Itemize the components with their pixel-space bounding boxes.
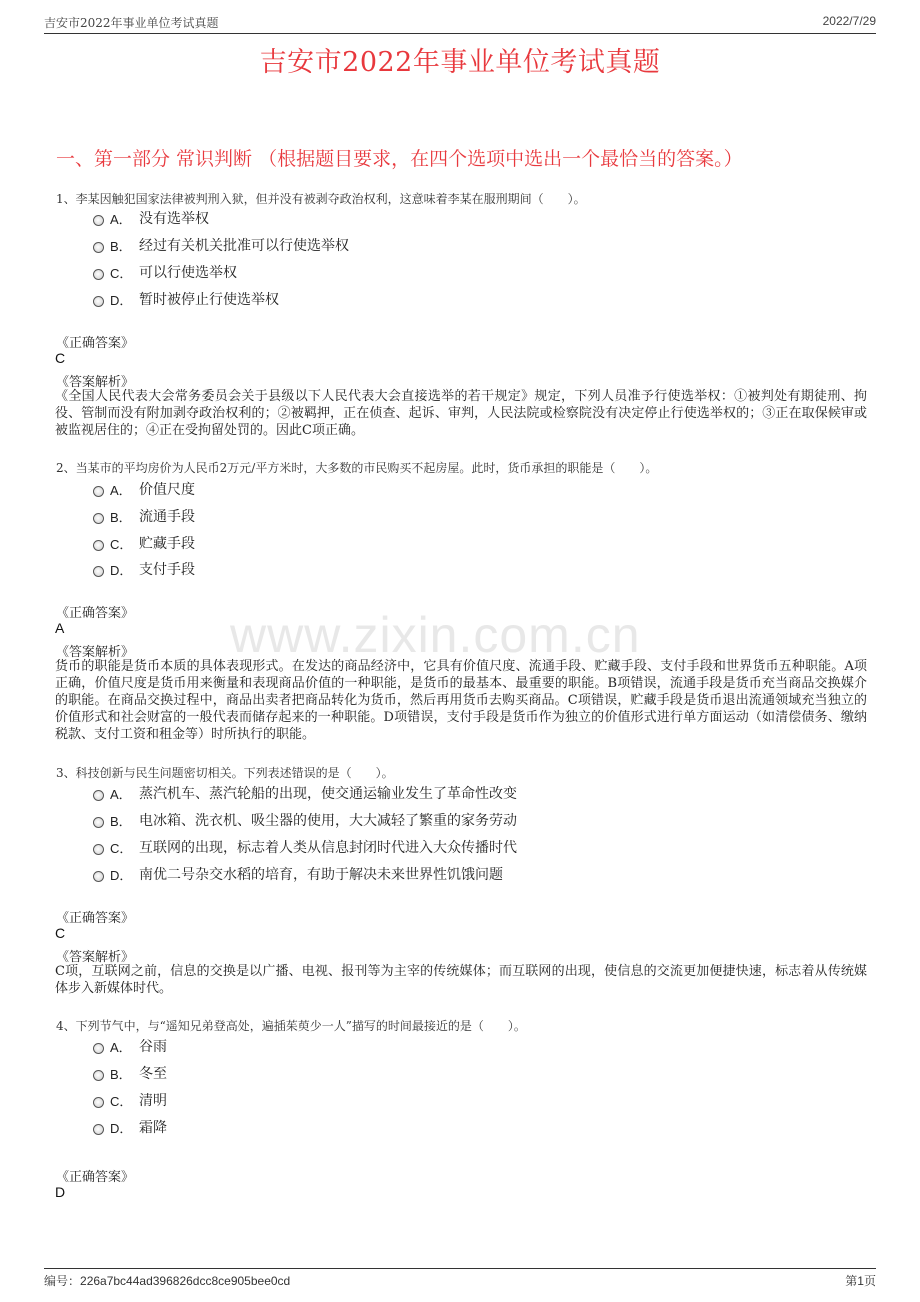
analysis-tag: 《答案解析》	[56, 375, 135, 390]
option-key: B．	[110, 813, 132, 829]
question-4-answer: D	[55, 1184, 66, 1200]
option-key: D．	[110, 1120, 133, 1136]
option-text: 霜降	[139, 1120, 167, 1136]
option-key: A．	[110, 786, 132, 802]
question-3-option-c[interactable]	[93, 837, 517, 857]
footer-code	[44, 1272, 290, 1289]
footer-divider	[44, 1268, 876, 1269]
question-2-option-c[interactable]	[93, 533, 195, 553]
question-1-option-b[interactable]	[93, 235, 349, 255]
option-text: 价值尺度	[139, 482, 195, 498]
option-text: 南优二号杂交水稻的培育，有助于解决未来世界性饥饿问题	[139, 867, 503, 883]
header-title: 吉安市2022年事业单位考试真题	[44, 16, 219, 30]
question-3-option-a[interactable]	[93, 783, 517, 803]
answer-tag: 《正确答案》	[56, 336, 135, 351]
question-3-option-d[interactable]	[93, 864, 503, 884]
option-key: A．	[110, 482, 132, 498]
option-text: 互联网的出现，标志着人类从信息封闭时代进入大众传播时代	[139, 840, 517, 856]
radio-icon[interactable]	[93, 1097, 104, 1108]
question-4-option-a[interactable]	[93, 1036, 167, 1056]
option-key: C．	[110, 536, 133, 552]
question-1-text: 1、李某因触犯国家法律被判刑入狱，但并没有被剥夺政治权利，这意味着李某在服刑期间（ ）。	[56, 192, 586, 206]
radio-icon[interactable]	[93, 844, 104, 855]
radio-icon[interactable]	[93, 540, 104, 551]
option-key: D．	[110, 292, 133, 308]
option-text: 冬至	[139, 1066, 167, 1082]
question-3-text: 3、科技创新与民生问题密切相关。下列表述错误的是（ ）。	[56, 766, 394, 780]
question-2-text: 2、当某市的平均房价为人民币2万元/平方米时，大多数的市民购买不起房屋。此时，货币承担的职能是（ ）。	[56, 461, 658, 475]
footer-code-label: 编号：	[44, 1274, 81, 1288]
radio-icon[interactable]	[93, 242, 104, 253]
question-2-option-b[interactable]	[93, 506, 195, 526]
footer-page-number: 1	[857, 1274, 864, 1288]
option-key: B．	[110, 1066, 132, 1082]
option-key: C．	[110, 265, 133, 281]
option-key: C．	[110, 840, 133, 856]
question-2-answer: A	[55, 620, 65, 636]
footer-page-prefix: 第	[845, 1274, 858, 1288]
radio-icon[interactable]	[93, 1070, 104, 1081]
option-key: A．	[110, 211, 132, 227]
radio-icon[interactable]	[93, 566, 104, 577]
option-key: B．	[110, 509, 132, 525]
footer-page-suffix: 页	[863, 1274, 876, 1288]
header-divider	[44, 33, 876, 34]
radio-icon[interactable]	[93, 871, 104, 882]
watermark: www.zixin.com.cn	[230, 607, 641, 663]
radio-icon[interactable]	[93, 296, 104, 307]
radio-icon[interactable]	[93, 215, 104, 226]
header-date: 2022/7/29	[822, 14, 876, 28]
question-1-option-a[interactable]	[93, 208, 209, 228]
question-1-answer: C	[55, 350, 66, 366]
option-text: 谷雨	[139, 1039, 167, 1055]
radio-icon[interactable]	[93, 1124, 104, 1135]
footer-page	[845, 1272, 876, 1289]
option-text: 暂时被停止行使选举权	[139, 292, 279, 308]
option-key: D．	[110, 562, 133, 578]
footer-code-value: 226a7bc44ad396826dcc8ce905bee0cd	[80, 1274, 291, 1288]
section-heading: 一、第一部分 常识判断 （根据题目要求，在四个选项中选出一个最恰当的答案。）	[56, 148, 743, 170]
question-2-analysis: 货币的职能是货币本质的具体表现形式。在发达的商品经济中，它具有价值尺度、流通手段、贮藏手段、支付手段和世界货币五种职能。A项正确，价值尺度是货币用来衡量和表现商品价值的一种职能，是货币的最基本、最重要的职能。B项错误，流通手段是货币充当商品交换媒介的职能。在商品交换过程中，商品出卖者把商品转化为货币，然后再用货币去购买商品。C项错误，贮藏手段是货币退出流通领域充当独立的价值形式和社会财富的一般代表而储存起来的一种职能。D项错误，支付手段是货币作为独立的价值形式进行单方面运动（如清偿债务、缴纳税款、支付工资和租金等）时所执行的职能。	[55, 659, 867, 742]
radio-icon[interactable]	[93, 269, 104, 280]
question-2-option-a[interactable]	[93, 479, 195, 499]
option-text: 电冰箱、洗衣机、吸尘器的使用，大大减轻了繁重的家务劳动	[139, 813, 517, 829]
question-4-option-c[interactable]	[93, 1090, 167, 1110]
option-key: B．	[110, 238, 132, 254]
option-text: 没有选举权	[139, 211, 209, 227]
option-text: 流通手段	[139, 509, 195, 525]
option-key: D．	[110, 867, 133, 883]
analysis-tag: 《答案解析》	[56, 950, 135, 965]
question-4-option-d[interactable]	[93, 1117, 167, 1137]
question-3-option-b[interactable]	[93, 810, 517, 830]
question-1-option-c[interactable]	[93, 262, 237, 282]
option-key: A．	[110, 1039, 132, 1055]
question-1-option-d[interactable]	[93, 289, 279, 309]
option-text: 蒸汽机车、蒸汽轮船的出现，使交通运输业发生了革命性改变	[139, 786, 517, 802]
question-1-analysis: 《全国人民代表大会常务委员会关于县级以下人民代表大会直接选举的若干规定》规定，下列人员准予行使选举权：①被判处有期徒刑、拘役、管制而没有附加剥夺政治权利的；②被羁押，正在侦查、起诉、审判，人民法院或检察院没有决定停止行使选举权的；③正在取保候审或被监视居住的；④正在受拘留处罚的。因此C项正确。	[55, 389, 867, 438]
answer-tag: 《正确答案》	[56, 911, 135, 926]
question-3-answer: C	[55, 925, 66, 941]
option-text: 支付手段	[139, 562, 195, 578]
radio-icon[interactable]	[93, 817, 104, 828]
question-3-analysis: C项，互联网之前，信息的交换是以广播、电视、报刊等为主宰的传统媒体；而互联网的出现，使信息的交流更加便捷快速，标志着从传统媒体步入新媒体时代。	[55, 964, 867, 996]
radio-icon[interactable]	[93, 790, 104, 801]
option-text: 可以行使选举权	[139, 265, 237, 281]
option-text: 贮藏手段	[139, 536, 195, 552]
question-4-text: 4、下列节气中，与“遥知兄弟登高处，遍插茱萸少一人”描写的时间最接近的是（ ）。	[56, 1019, 526, 1033]
radio-icon[interactable]	[93, 1043, 104, 1054]
radio-icon[interactable]	[93, 513, 104, 524]
analysis-tag: 《答案解析》	[56, 645, 135, 660]
option-text: 清明	[139, 1093, 167, 1109]
question-4-option-b[interactable]	[93, 1063, 167, 1083]
document-title: 吉安市2022年事业单位考试真题	[259, 47, 661, 78]
question-2-option-d[interactable]	[93, 559, 195, 579]
option-text: 经过有关机关批准可以行使选举权	[139, 238, 349, 254]
answer-tag: 《正确答案》	[56, 1170, 135, 1185]
radio-icon[interactable]	[93, 486, 104, 497]
answer-tag: 《正确答案》	[56, 606, 135, 621]
option-key: C．	[110, 1093, 133, 1109]
